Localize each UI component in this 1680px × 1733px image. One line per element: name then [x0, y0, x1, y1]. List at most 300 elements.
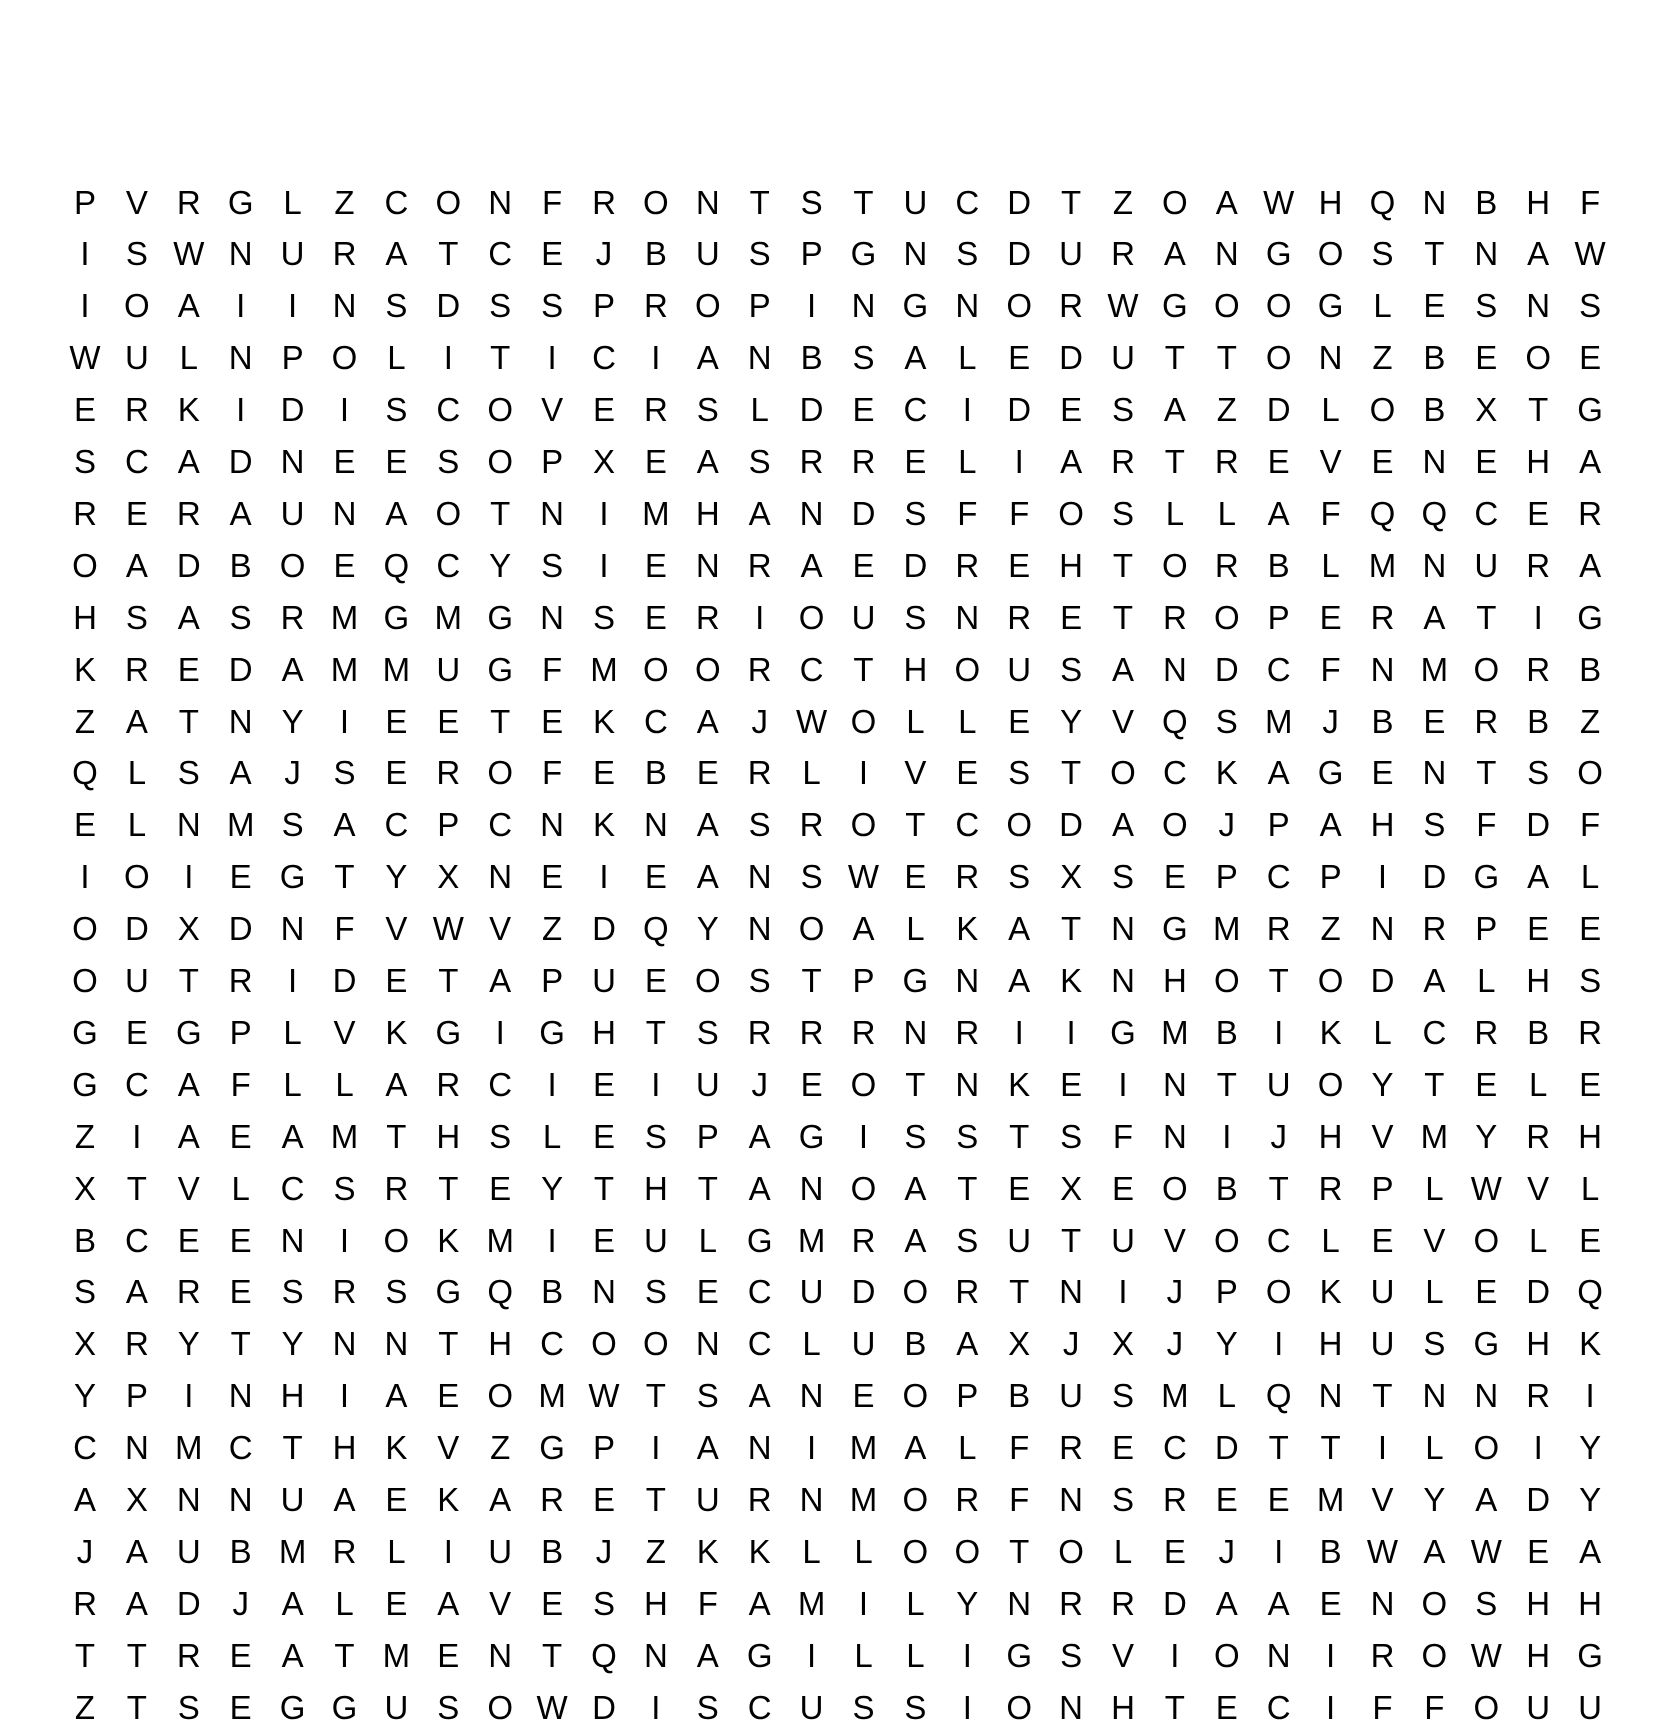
grid-letter: B — [1267, 546, 1290, 584]
grid-letter: Y — [956, 1584, 979, 1622]
grid-letter: S — [73, 1273, 96, 1311]
grid-letter: C — [1266, 1688, 1291, 1726]
grid-letter: E — [644, 858, 667, 896]
grid-letter: I — [599, 494, 609, 532]
grid-letter: S — [956, 235, 979, 273]
grid-letter: Y — [1475, 1117, 1498, 1155]
grid-letter: I — [1533, 1429, 1543, 1467]
grid-letter: P — [1267, 806, 1290, 844]
grid-letter: N — [695, 1325, 720, 1363]
grid-letter: G — [279, 858, 306, 896]
grid-letter: A — [1008, 962, 1031, 999]
grid-letter: N — [955, 1065, 980, 1103]
grid-letter: I — [858, 1117, 869, 1155]
grid-letter: T — [645, 1377, 666, 1415]
grid-letter: T — [1424, 1065, 1445, 1103]
grid-letter: G — [1577, 391, 1603, 429]
grid-letter: O — [1265, 339, 1292, 377]
grid-letter: L — [1217, 494, 1236, 532]
grid-letter: D — [1526, 1481, 1551, 1518]
grid-letter: W — [1470, 1636, 1502, 1674]
grid-letter: O — [1162, 1169, 1188, 1207]
grid-letter: E — [229, 1221, 252, 1259]
grid-letter: N — [228, 1481, 253, 1518]
grid-letter: N — [1059, 1273, 1084, 1311]
grid-letter: S — [696, 391, 719, 429]
grid-letter: O — [1058, 1532, 1084, 1570]
grid-letter: R — [176, 1273, 201, 1311]
grid-letter: B — [73, 1221, 96, 1259]
grid-letter: E — [385, 1584, 408, 1622]
grid-letter: T — [230, 1325, 251, 1363]
grid-letter: T — [1061, 910, 1082, 948]
grid-letter: A — [437, 1584, 460, 1622]
grid-letter: G — [539, 1429, 565, 1467]
grid-letter: U — [1059, 235, 1084, 273]
grid-letter: K — [177, 391, 200, 429]
grid-letter: J — [595, 1532, 613, 1570]
grid-letter: R — [384, 1169, 409, 1207]
grid-letter: I — [80, 858, 90, 896]
grid-letter: A — [904, 1169, 927, 1207]
grid-letter: A — [281, 1117, 304, 1155]
grid-letter: S — [592, 1584, 615, 1622]
grid-letter: N — [903, 235, 928, 273]
grid-letter: T — [853, 650, 874, 688]
grid-letter: C — [384, 183, 409, 221]
grid-letter: Y — [1060, 702, 1083, 740]
grid-letter: S — [800, 858, 823, 896]
grid-letter: G — [902, 287, 929, 325]
grid-letter: Y — [1215, 1325, 1238, 1363]
grid-letter: P — [1267, 598, 1290, 636]
grid-letter: R — [1318, 1169, 1343, 1207]
grid-letter: S — [1475, 287, 1498, 325]
grid-letter: G — [227, 183, 254, 221]
grid-letter: R — [1111, 1584, 1135, 1622]
grid-letter: T — [1372, 1377, 1393, 1415]
grid-letter: I — [495, 1013, 505, 1051]
grid-letter: A — [385, 1377, 408, 1415]
grid-letter: G — [1162, 287, 1188, 325]
grid-letter: E — [1267, 443, 1290, 480]
grid-letter: L — [1580, 858, 1600, 896]
grid-letter: A — [229, 754, 252, 792]
grid-letter: H — [1578, 1117, 1603, 1155]
grid-letter: X — [73, 1325, 96, 1363]
grid-letter: P — [281, 339, 304, 377]
grid-letter: O — [643, 1325, 669, 1363]
grid-letter: A — [333, 806, 356, 844]
grid-letter: T — [438, 1325, 459, 1363]
grid-letter: T — [645, 1013, 666, 1051]
grid-letter: O — [1162, 183, 1188, 221]
grid-letter: R — [955, 546, 980, 584]
grid-letter: P — [125, 1377, 148, 1415]
grid-letter: N — [1162, 1065, 1187, 1103]
grid-letter: G — [72, 1013, 98, 1051]
grid-letter: C — [1422, 1013, 1447, 1051]
grid-letter: O — [798, 910, 825, 948]
grid-letter: I — [1066, 1013, 1076, 1051]
grid-letter: T — [645, 1481, 666, 1518]
grid-letter: V — [1111, 702, 1134, 740]
grid-letter: Y — [541, 1169, 564, 1207]
grid-letter: S — [333, 754, 356, 792]
grid-letter: A — [696, 1429, 719, 1467]
grid-letter: M — [642, 494, 670, 532]
grid-letter: S — [437, 1688, 460, 1726]
grid-letter: I — [651, 1429, 661, 1467]
grid-letter: C — [1474, 494, 1499, 532]
grid-letter: C — [436, 391, 461, 429]
grid-letter: U — [176, 1532, 201, 1570]
grid-letter: M — [797, 1584, 826, 1622]
grid-letter: K — [592, 806, 615, 844]
grid-letter: L — [1529, 1065, 1548, 1103]
grid-letter: E — [1579, 910, 1602, 948]
grid-letter: M — [330, 598, 359, 636]
grid-letter: E — [1319, 1584, 1342, 1622]
grid-letter: A — [1423, 1532, 1446, 1570]
grid-letter: O — [694, 287, 721, 325]
grid-letter: E — [644, 546, 667, 584]
grid-letter: V — [1371, 1117, 1394, 1155]
grid-letter: J — [751, 1065, 768, 1103]
grid-letter: H — [592, 1013, 616, 1051]
grid-letter: O — [72, 546, 98, 584]
grid-letter: W — [173, 235, 205, 273]
grid-letter: N — [1162, 1117, 1187, 1155]
grid-letter: U — [799, 1273, 824, 1311]
grid-letter: S — [333, 1169, 356, 1207]
grid-letter: P — [1319, 858, 1342, 896]
grid-letter: B — [541, 1273, 564, 1311]
grid-letter: G — [175, 1013, 202, 1051]
grid-letter: K — [73, 650, 96, 688]
grid-letter: D — [1059, 806, 1084, 844]
grid-letter: M — [330, 650, 359, 688]
grid-letter: A — [281, 1584, 304, 1622]
grid-letter: G — [1577, 598, 1603, 636]
grid-letter: I — [1274, 1532, 1284, 1570]
grid-letter: Z — [334, 183, 355, 221]
grid-letter: R — [592, 183, 616, 221]
grid-letter: G — [435, 1273, 462, 1311]
grid-letter: P — [437, 806, 460, 844]
grid-letter: I — [807, 1636, 817, 1674]
grid-letter: S — [696, 1013, 719, 1051]
grid-letter: A — [1267, 754, 1290, 792]
grid-letter: Q — [591, 1636, 617, 1674]
grid-letter: T — [490, 494, 511, 532]
grid-letter: S — [229, 598, 252, 636]
grid-letter: R — [1111, 235, 1135, 273]
grid-letter: A — [1423, 598, 1446, 636]
grid-letter: S — [73, 443, 96, 480]
grid-letter: R — [124, 650, 149, 688]
grid-letter: N — [1370, 1584, 1395, 1622]
grid-letter: G — [279, 1688, 306, 1726]
grid-letter: Z — [74, 1688, 96, 1726]
grid-letter: A — [229, 494, 252, 532]
grid-letter: J — [232, 1584, 249, 1622]
grid-letter: T — [438, 1169, 459, 1207]
grid-letter: M — [1420, 650, 1449, 688]
grid-letter: S — [541, 546, 564, 584]
grid-letter: O — [1421, 1636, 1448, 1674]
grid-letter: I — [236, 391, 246, 429]
grid-letter: S — [748, 962, 771, 999]
grid-letter: E — [541, 702, 564, 740]
grid-letter: A — [696, 806, 719, 844]
grid-letter: U — [1526, 1688, 1551, 1726]
grid-letter: L — [335, 1584, 354, 1622]
grid-letter: O — [1213, 598, 1240, 636]
grid-letter: B — [1008, 1377, 1031, 1415]
grid-letter: R — [1422, 910, 1447, 948]
grid-letter: X — [1060, 858, 1083, 896]
grid-letter: T — [1528, 391, 1549, 429]
grid-letter: H — [436, 1117, 461, 1155]
grid-letter: J — [595, 235, 613, 273]
grid-letter: K — [385, 1013, 408, 1051]
grid-letter: I — [184, 858, 194, 896]
grid-letter: A — [748, 494, 771, 532]
grid-letter: T — [1009, 1273, 1030, 1311]
grid-letter: A — [696, 339, 719, 377]
grid-letter: R — [1214, 546, 1239, 584]
grid-letter: L — [1529, 1221, 1548, 1259]
grid-letter: A — [904, 1221, 927, 1259]
grid-letter: R — [1162, 1481, 1187, 1518]
grid-letter: O — [850, 806, 877, 844]
grid-letter: T — [74, 1636, 96, 1674]
grid-letter: S — [800, 183, 823, 221]
grid-letter: A — [956, 1325, 979, 1363]
grid-letter: N — [799, 494, 824, 532]
grid-letter: O — [435, 494, 462, 532]
grid-letter: N — [1422, 546, 1447, 584]
grid-letter: E — [1111, 1429, 1134, 1467]
grid-letter: X — [1111, 1325, 1134, 1363]
grid-letter: N — [955, 962, 980, 999]
grid-letter: L — [906, 1636, 925, 1674]
grid-letter: A — [177, 1065, 200, 1103]
grid-letter: V — [541, 391, 564, 429]
grid-letter: C — [747, 1273, 772, 1311]
grid-letter: T — [801, 962, 822, 999]
grid-letter: V — [489, 1584, 512, 1622]
grid-letter: N — [695, 546, 720, 584]
grid-letter: L — [1321, 391, 1340, 429]
grid-letter: D — [1214, 650, 1239, 688]
grid-letter: Q — [383, 546, 410, 584]
grid-letter: A — [125, 546, 148, 584]
grid-letter: Q — [1577, 1273, 1603, 1311]
grid-letter: C — [592, 339, 616, 377]
grid-letter: E — [437, 1377, 460, 1415]
grid-letter: O — [1369, 391, 1396, 429]
grid-letter: O — [124, 287, 150, 325]
grid-letter: F — [1112, 1117, 1134, 1155]
grid-letter: F — [542, 754, 563, 792]
grid-letter: W — [1470, 1532, 1502, 1570]
grid-letter: C — [643, 702, 668, 740]
grid-letter: C — [488, 806, 513, 844]
grid-letter: R — [1214, 443, 1239, 480]
grid-letter: N — [1266, 1636, 1291, 1674]
grid-letter: R — [1266, 910, 1291, 948]
grid-letter: N — [1370, 910, 1395, 948]
grid-letter: J — [1166, 1273, 1184, 1311]
grid-letter: D — [592, 1688, 616, 1726]
grid-letter: J — [1166, 1325, 1184, 1363]
grid-letter: H — [643, 1169, 668, 1207]
grid-letter: U — [436, 650, 461, 688]
grid-letter: D — [851, 494, 876, 532]
grid-letter: O — [487, 1377, 514, 1415]
grid-letter: K — [385, 1429, 408, 1467]
grid-letter: H — [1526, 183, 1551, 221]
grid-letter: E — [1060, 391, 1083, 429]
grid-letter: G — [435, 1013, 462, 1051]
grid-letter: I — [858, 754, 869, 792]
grid-letter: K — [1060, 962, 1083, 999]
grid-letter: S — [281, 806, 304, 844]
grid-letter: X — [125, 1481, 148, 1518]
grid-letter: G — [1317, 287, 1344, 325]
grid-letter: C — [747, 1688, 772, 1726]
grid-letter: A — [1163, 391, 1186, 429]
grid-letter: E — [229, 1688, 252, 1726]
grid-letter: Y — [281, 1325, 304, 1363]
grid-letter: S — [125, 598, 148, 636]
grid-letter: V — [437, 1429, 460, 1467]
grid-letter: S — [956, 1117, 979, 1155]
grid-letter: N — [747, 1429, 772, 1467]
grid-letter: O — [643, 183, 669, 221]
grid-letter: K — [956, 910, 979, 948]
grid-letter: I — [1118, 1273, 1128, 1311]
grid-letter: N — [228, 702, 253, 740]
grid-letter: E — [1215, 1481, 1238, 1518]
grid-letter: L — [958, 702, 977, 740]
grid-letter: D — [436, 287, 461, 325]
grid-letter: G — [1473, 858, 1500, 896]
grid-letter: A — [73, 1481, 96, 1518]
grid-letter: R — [1526, 650, 1551, 688]
grid-letter: R — [747, 1013, 772, 1051]
grid-letter: N — [799, 1169, 824, 1207]
grid-letter: M — [1316, 1481, 1345, 1518]
grid-letter: E — [1579, 1221, 1602, 1259]
grid-letter: R — [1526, 1117, 1551, 1155]
grid-letter: T — [957, 1169, 978, 1207]
grid-letter: E — [1527, 494, 1550, 532]
grid-letter: I — [651, 339, 661, 377]
grid-letter: C — [73, 1429, 97, 1467]
grid-letter: E — [1371, 443, 1394, 480]
grid-letter: Y — [385, 858, 408, 896]
grid-letter: E — [852, 1377, 875, 1415]
grid-letter: L — [802, 754, 821, 792]
grid-letter: O — [1213, 962, 1240, 999]
grid-letter: A — [1267, 494, 1290, 532]
grid-letter: H — [1318, 183, 1343, 221]
grid-letter: A — [1215, 1584, 1238, 1622]
grid-letter: E — [1475, 339, 1498, 377]
grid-letter: E — [1008, 702, 1031, 740]
grid-letter: C — [488, 1065, 513, 1103]
grid-letter: L — [854, 1532, 873, 1570]
grid-letter: H — [1526, 443, 1551, 480]
grid-letter: S — [1215, 702, 1238, 740]
grid-letter: G — [850, 235, 877, 273]
grid-letter: I — [1014, 1013, 1024, 1051]
grid-letter: Z — [490, 1429, 511, 1467]
grid-letter: E — [1215, 1688, 1238, 1726]
grid-letter: B — [1475, 183, 1498, 221]
grid-letter: E — [1163, 1532, 1186, 1570]
grid-letter: T — [1009, 1117, 1030, 1155]
grid-letter: W — [432, 910, 464, 948]
grid-letter: R — [955, 1481, 980, 1518]
grid-letter: A — [1111, 650, 1134, 688]
grid-letter: C — [488, 235, 513, 273]
grid-letter: Q — [1162, 702, 1188, 740]
grid-letter: T — [490, 339, 511, 377]
grid-letter: R — [1162, 598, 1187, 636]
grid-letter: B — [644, 754, 667, 792]
grid-letter: C — [955, 183, 980, 221]
grid-letter: R — [1059, 1429, 1084, 1467]
grid-letter: S — [489, 1117, 512, 1155]
grid-letter: H — [1370, 806, 1395, 844]
grid-letter: R — [332, 1532, 357, 1570]
grid-letter: E — [592, 754, 615, 792]
grid-letter: N — [488, 858, 513, 896]
grid-letter: H — [1578, 1584, 1603, 1622]
grid-letter: M — [1264, 702, 1293, 740]
grid-letter: L — [906, 1584, 925, 1622]
grid-letter: Q — [1265, 1377, 1292, 1415]
grid-letter: F — [230, 1065, 251, 1103]
grid-letter: S — [1475, 1584, 1498, 1622]
grid-letter: M — [434, 598, 463, 636]
grid-letter: J — [284, 754, 301, 792]
grid-letter: W — [1574, 235, 1606, 273]
grid-letter: F — [1009, 494, 1030, 532]
grid-letter: S — [385, 1273, 408, 1311]
grid-letter: H — [1318, 1325, 1343, 1363]
grid-letter: L — [1321, 546, 1340, 584]
grid-letter: S — [1371, 235, 1394, 273]
grid-letter: J — [751, 702, 768, 740]
grid-letter: L — [1425, 1273, 1444, 1311]
grid-letter: R — [280, 598, 305, 636]
grid-letter: F — [1320, 650, 1341, 688]
grid-letter: R — [955, 1013, 980, 1051]
grid-letter: A — [1060, 443, 1083, 480]
grid-letter: E — [852, 546, 875, 584]
grid-letter: L — [854, 1636, 873, 1674]
grid-letter: T — [1061, 754, 1082, 792]
grid-letter: Y — [73, 1377, 96, 1415]
grid-letter: T — [1216, 1065, 1237, 1103]
grid-letter: T — [1009, 1532, 1030, 1570]
grid-letter: B — [1215, 1169, 1238, 1207]
